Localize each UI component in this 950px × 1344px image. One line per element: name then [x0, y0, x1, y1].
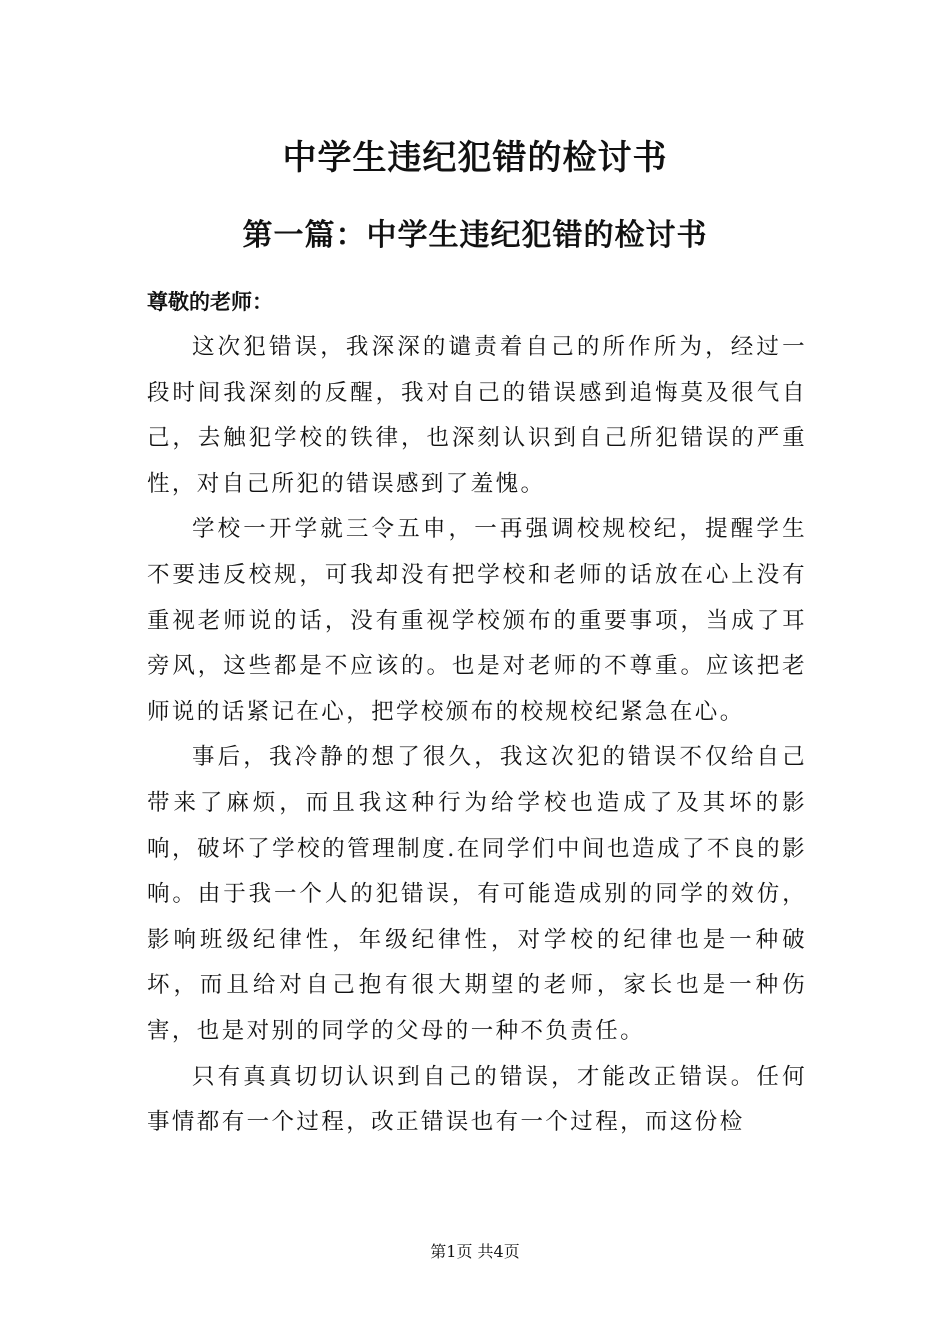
- paragraph: 只有真真切切认识到自己的错误，才能改正错误。任何事情都有一个过程，改正错误也有一个过程，而这份检: [147, 1063, 807, 1136]
- page-footer: 第1页 共4页: [430, 1242, 520, 1261]
- paragraph: 事后，我冷静的想了很久，我这次犯的错误不仅给自己带来了麻烦，而且我这种行为给学校也造成了及其坏的影响，破坏了学校的管理制度.在同学们中间也造成了不良的影响。由于我一个人的犯错误，有可能造成别的同学的效仿，影响班级纪律性，年级纪律性，对学校的纪律也是一种破坏，而且给对自己抱有很大期望的老师，家长也是一种伤害，也是对别的同学的父母的一种不负责任。: [147, 744, 807, 1044]
- paragraph: 这次犯错误，我深深的谴责着自己的所作所为，经过一段时间我深刻的反醒，我对自己的错误感到追悔莫及很气自己，去触犯学校的铁律，也深刻认识到自己所犯错误的严重性，对自己所犯的错误感到了羞愧。: [147, 334, 807, 497]
- section-title: 第一篇：中学生违纪犯错的检讨书: [242, 218, 708, 253]
- paragraph: 学校一开学就三令五申，一再强调校规校纪，提醒学生不要违反校规，可我却没有把学校和老师的话放在心上没有重视老师说的话，没有重视学校颁布的重要事项，当成了耳旁风，这些都是不应该的。也是对老师的不尊重。应该把老师说的话紧记在心，把学校颁布的校规校纪紧急在心。: [147, 516, 807, 725]
- document-title: 中学生违纪犯错的检讨书: [282, 138, 668, 178]
- document-body: [147, 325, 807, 1146]
- salutation: 尊敬的老师：: [147, 289, 273, 314]
